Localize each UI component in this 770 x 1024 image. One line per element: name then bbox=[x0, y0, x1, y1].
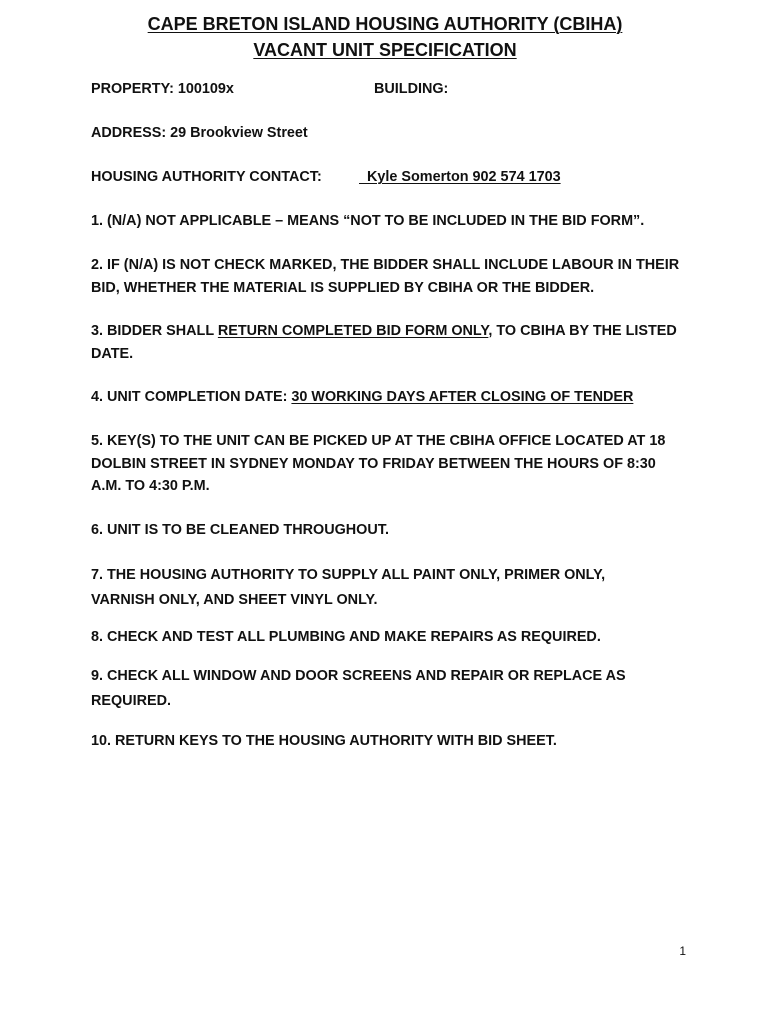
contact-label: HOUSING AUTHORITY CONTACT: bbox=[91, 169, 322, 185]
contact-value: Kyle Somerton 902 574 1703 bbox=[359, 169, 561, 185]
spec-item-3-prefix: 3. BIDDER SHALL bbox=[91, 323, 218, 339]
completion-date-value: 30 WORKING DAYS AFTER CLOSING OF TENDER bbox=[291, 389, 634, 405]
building-field: BUILDING: bbox=[374, 81, 449, 97]
spec-item-2: 2. IF (N/A) IS NOT CHECK MARKED, THE BIDDER SHALL INCLUDE LABOUR IN THEIR BID, WHETHER THE MATERIAL IS SUPPLIED BY CBIHA OR THE BIDDER. bbox=[91, 257, 680, 296]
spec-item-10: 10. RETURN KEYS TO THE HOUSING AUTHORITY WITH BID SHEET. bbox=[91, 733, 557, 749]
spec-item-4-prefix: 4. UNIT COMPLETION DATE: bbox=[91, 389, 292, 405]
document-title bbox=[0, 11, 770, 63]
spec-item-9: 9. CHECK ALL WINDOW AND DOOR SCREENS AND REPAIR OR REPLACE AS REQUIRED. bbox=[91, 668, 626, 709]
spec-item-3-emphasis: RETURN COMPLETED BID FORM ONLY bbox=[217, 323, 489, 339]
spec-item-4 bbox=[91, 386, 681, 409]
spec-item-7: 7. THE HOUSING AUTHORITY TO SUPPLY ALL PAINT ONLY, PRIMER ONLY, VARNISH ONLY, AND SHEET VINYL ONLY. bbox=[91, 567, 606, 608]
spec-item-1: 1. (N/A) NOT APPLICABLE – MEANS “NOT TO BE INCLUDED IN THE BID FORM”. bbox=[91, 213, 645, 229]
spec-item-3 bbox=[91, 320, 681, 365]
spec-item-8: 8. CHECK AND TEST ALL PLUMBING AND MAKE REPAIRS AS REQUIRED. bbox=[91, 629, 601, 645]
page-number: 1 bbox=[679, 944, 686, 958]
title-line-organization: CAPE BRETON ISLAND HOUSING AUTHORITY (CBIHA) bbox=[147, 14, 623, 34]
title-line-specification: VACANT UNIT SPECIFICATION bbox=[253, 40, 517, 60]
property-field: PROPERTY: 100109x bbox=[91, 81, 234, 97]
spec-item-3-suffix: , TO CBIHA BY THE LISTED DATE. bbox=[91, 323, 677, 362]
spec-item-5: 5. KEY(S) TO THE UNIT CAN BE PICKED UP AT THE CBIHA OFFICE LOCATED AT 18 DOLBIN STREET IN SYDNEY MONDAY TO FRIDAY BETWEEN THE HOURS OF 8:30 A.M. TO 4:30 P.M. bbox=[91, 433, 666, 494]
address-field: ADDRESS: 29 Brookview Street bbox=[91, 125, 308, 141]
spec-item-6: 6. UNIT IS TO BE CLEANED THROUGHOUT. bbox=[91, 522, 389, 538]
